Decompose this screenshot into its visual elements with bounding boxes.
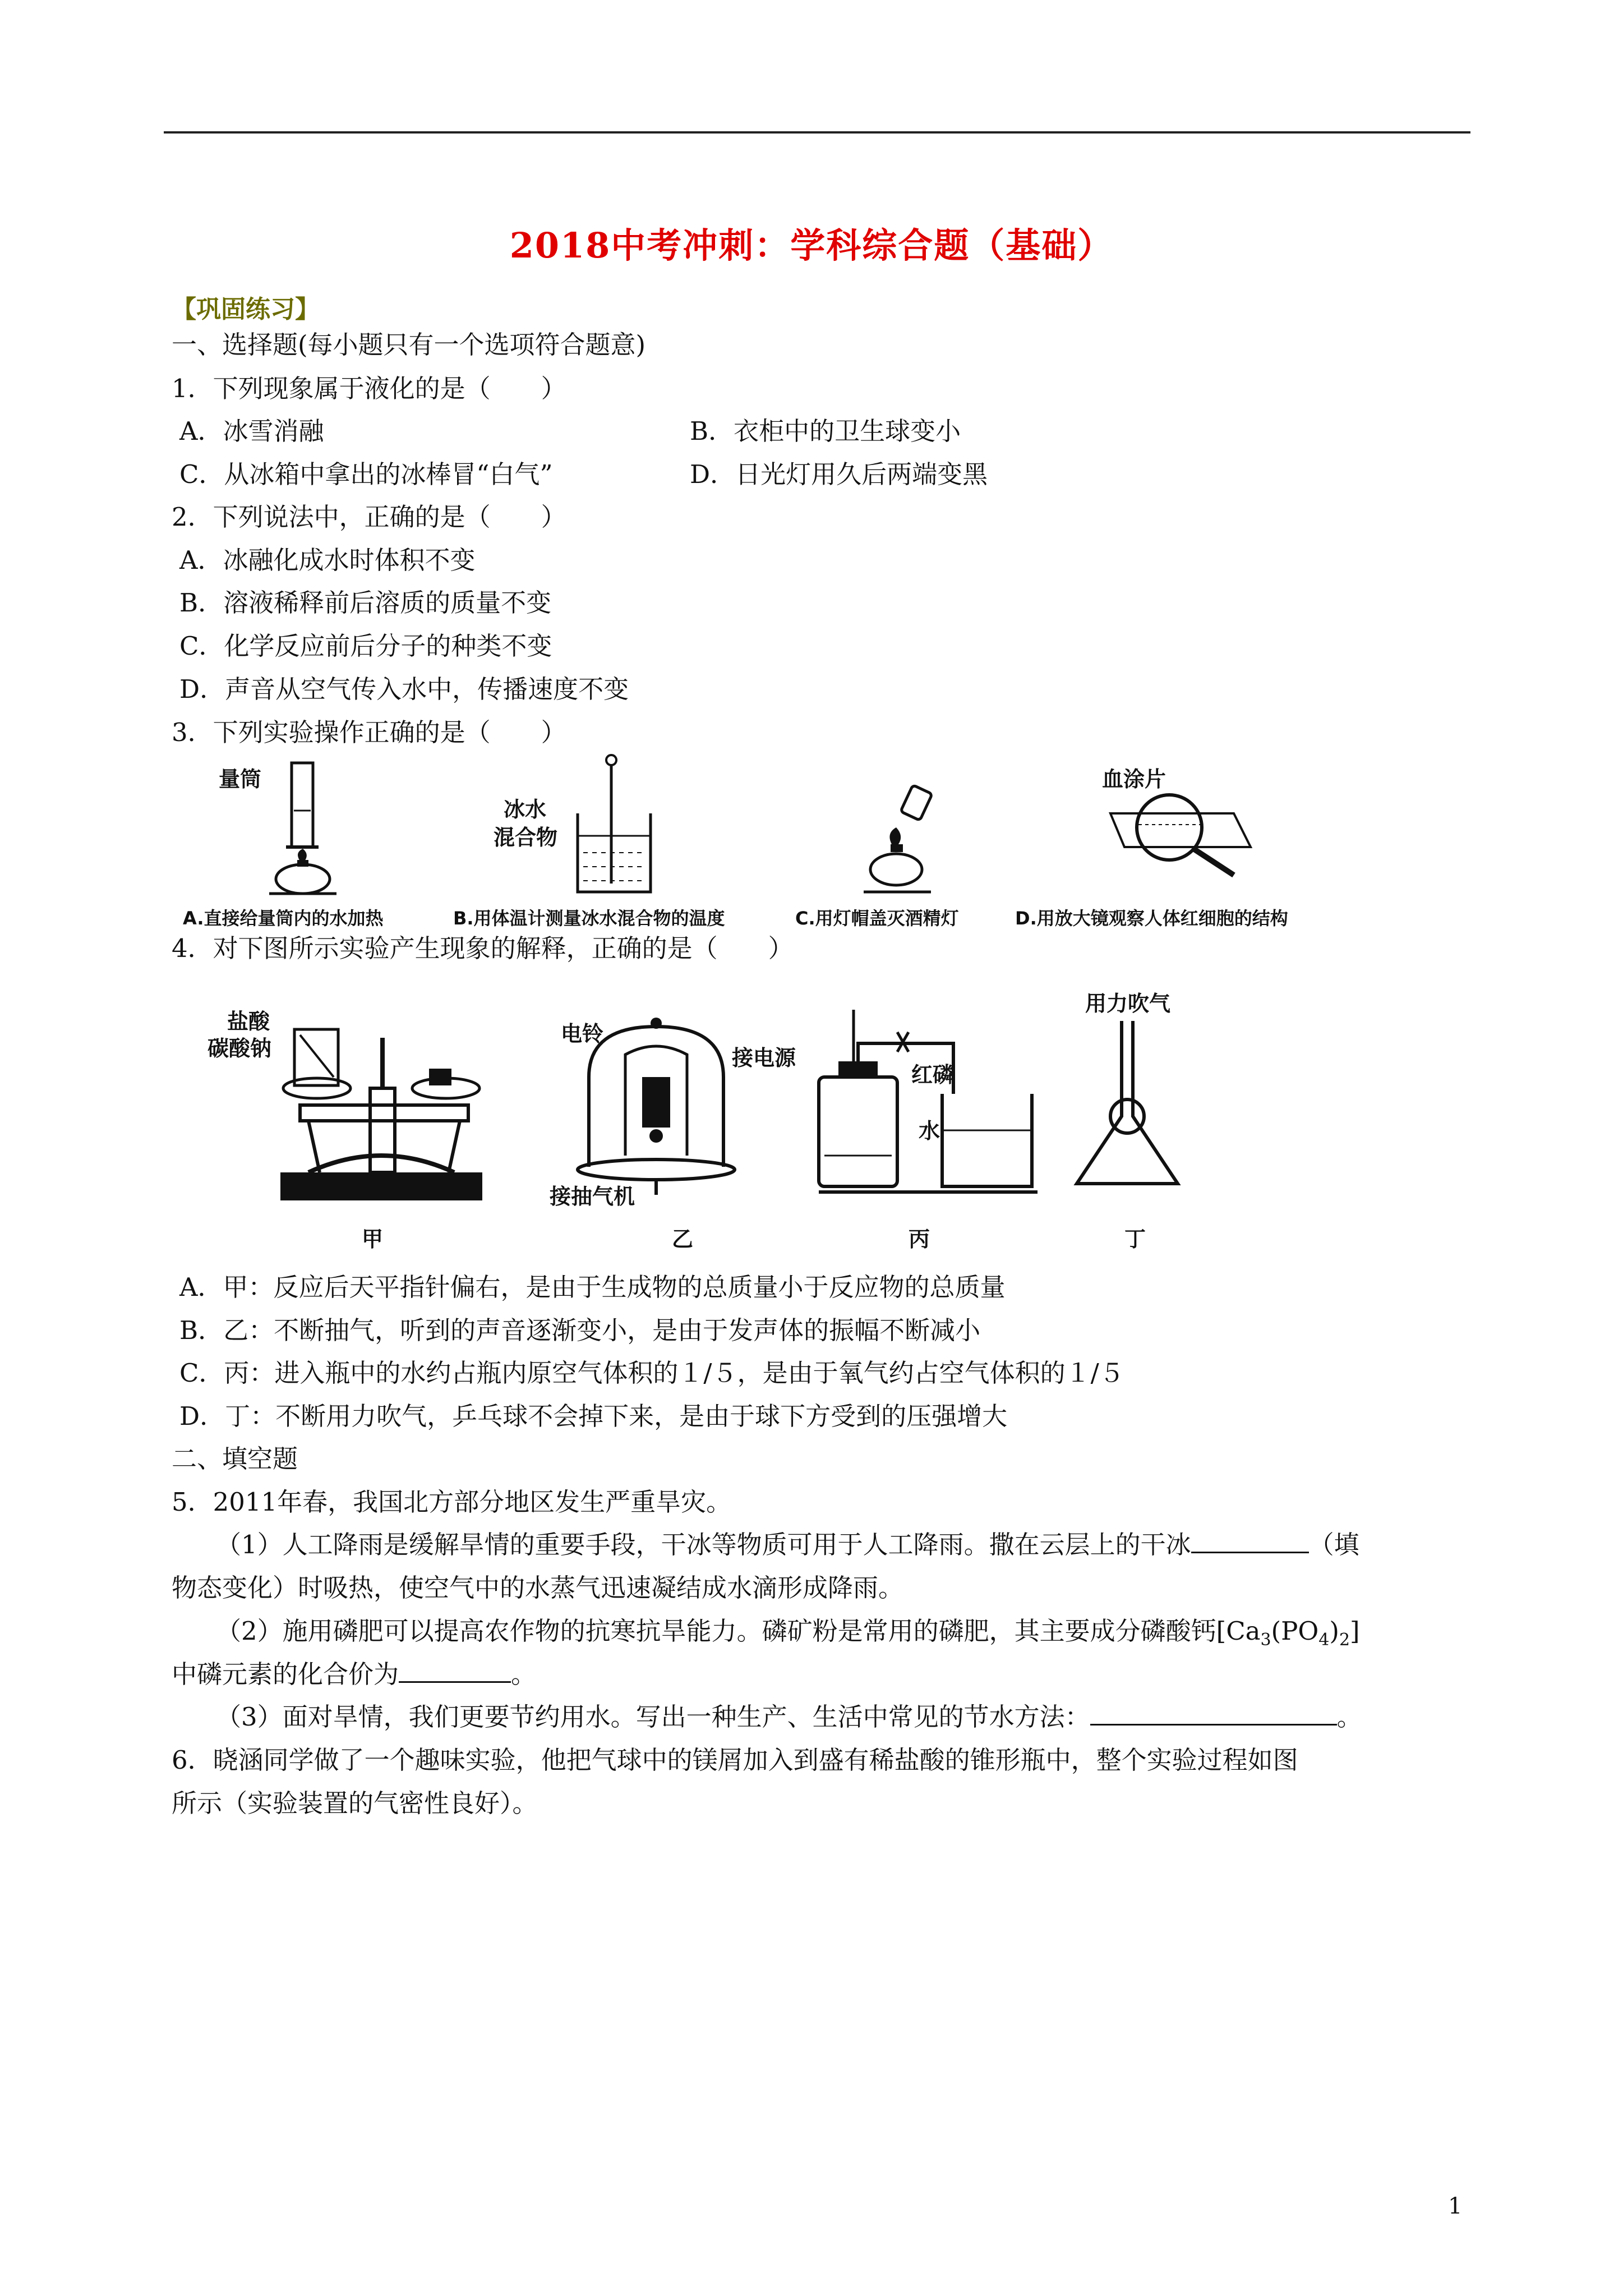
q5-stem: 5．2011年春，我国北方部分地区发生严重旱灾。 <box>172 1487 732 1517</box>
q4-jia-label2: 碳酸钠 <box>208 1036 272 1061</box>
header-rule <box>164 131 1470 134</box>
q4-figure-bing <box>808 1010 1043 1195</box>
q5-part1-text: （1）人工降雨是缓解旱情的重要手段，干冰等物质可用于人工降雨。撒在云层上的干冰 <box>216 1530 1191 1559</box>
q6-line1: 6．晓涵同学做了一个趣味实验，他把气球中的镁屑加入到盛有稀盐酸的锥形瓶中，整个实验过程如图 <box>172 1745 1298 1775</box>
q4-caption-ding: 丁 <box>1124 1227 1146 1251</box>
q5-formula-close: ] <box>1350 1616 1360 1646</box>
q4-yi-label1: 电铃 <box>561 1022 604 1046</box>
q5-part1-line1 <box>216 1532 1359 1557</box>
q5-formula-paren: ) <box>1329 1616 1339 1646</box>
q5-formula-sub-4: 4 <box>1318 1630 1330 1650</box>
q4-option-d: D．丁：不断用力吹气，乒乓球不会掉下来，是由于球下方受到的压强增大 <box>179 1401 1008 1431</box>
q4-stem: 4．对下图所示实验产生现象的解释，正确的是（ ） <box>172 933 794 963</box>
q5-formula-sub-2: 2 <box>1339 1630 1350 1650</box>
q4-caption-jia: 甲 <box>362 1227 384 1251</box>
q1-option-a: A．冰雪消融 <box>179 416 324 446</box>
q3-caption-a: A.直接给量筒内的水加热 <box>183 908 384 929</box>
q1-option-b: B．衣柜中的卫生球变小 <box>690 416 961 446</box>
q5-blank-3[interactable] <box>1090 1724 1337 1726</box>
q5-part1-line2: 物态变化）时吸热，使空气中的水蒸气迅速凝结成水滴形成降雨。 <box>172 1573 904 1603</box>
q5-part2-tail: 。 <box>511 1659 537 1689</box>
q4-bing-label1: 红磷 <box>911 1062 955 1087</box>
q4-ding-label1: 用力吹气 <box>1085 991 1171 1016</box>
q4-caption-bing: 丙 <box>909 1227 930 1251</box>
q2-option-b: B．溶液稀释前后溶质的质量不变 <box>179 588 552 618</box>
q1-option-c: C．从冰箱中拿出的冰棒冒“白气” <box>179 459 553 489</box>
q3-figure-c <box>852 783 953 895</box>
q3-fig-b-label2: 混合物 <box>494 825 558 850</box>
q1-stem: 1．下列现象属于液化的是（ ） <box>172 374 566 403</box>
q2-option-d: D．声音从空气传入水中，传播速度不变 <box>179 674 629 704</box>
q3-fig-d-label: 血涂片 <box>1102 767 1166 792</box>
q4-figure-ding <box>1071 1021 1183 1189</box>
q4-yi-label2: 接电源 <box>732 1046 796 1070</box>
q3-stem: 3．下列实验操作正确的是（ ） <box>172 717 566 747</box>
q3-figure-b <box>561 752 673 898</box>
section-heading: 【巩固练习】 <box>172 295 320 324</box>
q3-caption-d: D.用放大镜观察人体红细胞的结构 <box>1015 908 1288 929</box>
q3-fig-a-label: 量筒 <box>219 767 262 792</box>
q4-option-c: C．丙：进入瓶中的水约占瓶内原空气体积的１/５，是由于氧气约占空气体积的１/５ <box>179 1358 1124 1388</box>
q5-part3-tail: 。 <box>1336 1702 1362 1732</box>
q5-part1-tail: （填 <box>1308 1530 1359 1559</box>
q5-blank-1[interactable] <box>1191 1552 1309 1553</box>
q5-formula-sub-3: 3 <box>1260 1630 1271 1650</box>
q3-figure-d <box>1099 783 1256 884</box>
q3-figure-a <box>247 754 359 895</box>
q5-blank-2[interactable] <box>399 1681 511 1683</box>
q3-caption-b: B.用体温计测量冰水混合物的温度 <box>453 908 725 929</box>
q4-figure-jia <box>269 1004 505 1206</box>
q3-caption-c: C.用灯帽盖灭酒精灯 <box>795 908 959 929</box>
q4-option-a: A．甲：反应后天平指针偏右，是由于生成物的总质量小于反应物的总质量 <box>179 1272 1006 1302</box>
page-number: 1 <box>1448 2193 1463 2219</box>
q1-option-d: D．日光灯用久后两端变黑 <box>690 459 988 489</box>
q5-part2-text: （2）施用磷肥可以提高农作物的抗寒抗旱能力。磷矿粉是常用的磷肥，其主要成分磷酸钙[Ca <box>216 1616 1261 1646</box>
q5-part2-line1 <box>216 1618 1360 1649</box>
q2-option-c: C．化学反应前后分子的种类不变 <box>179 631 552 661</box>
q4-bing-label2: 水 <box>919 1119 940 1143</box>
q3-fig-b-label1: 冰水 <box>504 797 547 822</box>
q4-caption-yi: 乙 <box>672 1227 694 1251</box>
q4-option-b: B．乙：不断抽气，听到的声音逐渐变小，是由于发声体的振幅不断减小 <box>179 1315 981 1345</box>
q2-stem: 2．下列说法中，正确的是（ ） <box>172 502 566 532</box>
q6-line2: 所示（实验装置的气密性良好）。 <box>172 1788 538 1818</box>
q4-yi-label3: 接抽气机 <box>550 1184 635 1209</box>
q5-formula-po: (PO <box>1271 1616 1319 1646</box>
part2-heading: 二、填空题 <box>172 1444 298 1474</box>
q5-part2-text2: 中磷元素的化合价为 <box>172 1659 399 1689</box>
page-title: 2018中考冲刺：学科综合题（基础） <box>509 225 1114 266</box>
q5-part2-line2 <box>172 1659 537 1689</box>
q5-part3-text: （3）面对旱情，我们更要节约用水。写出一种生产、生活中常见的节水方法： <box>216 1702 1090 1732</box>
part1-heading: 一、选择题(每小题只有一个选项符合题意) <box>172 330 646 360</box>
q5-part3-line <box>216 1702 1362 1732</box>
q4-jia-label1: 盐酸 <box>227 1009 270 1034</box>
q2-option-a: A．冰融化成水时体积不变 <box>179 545 476 575</box>
